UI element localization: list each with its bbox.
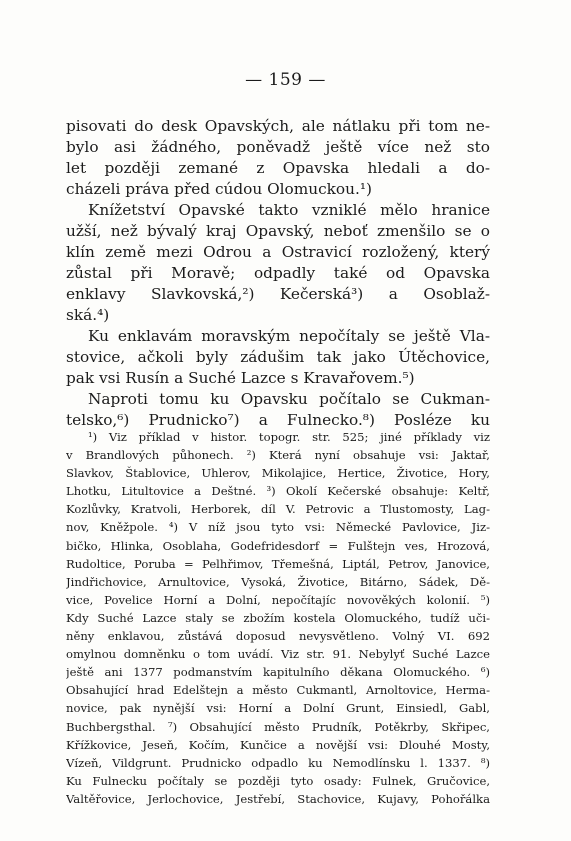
- page-number: — 159 —: [245, 70, 326, 90]
- footnote-line: Kozlůvky, Kratvoli, Herborek, díl V. Petrovic a Tlustomosty, Lag-: [66, 502, 490, 517]
- footnote-line: nov, Kněžpole. ⁴) V níž jsou tyto vsi: Německé Pavlovice, Jiz-: [66, 520, 490, 535]
- footnote-line: Slavkov, Štablovice, Uhlerov, Mikolajice, Hertice, Životice, Hory,: [66, 466, 490, 481]
- text-line: enklavy Slavkovská,²) Kečerská³) a Osoblaž-: [66, 285, 490, 303]
- text-line: Knížetství Opavské takto vzniklé mělo hranice: [88, 201, 490, 219]
- footnote-line: novice, pak nynější vsi: Horní a Dolní Grunt, Einsiedl, Gabl,: [66, 701, 490, 716]
- text-line: užší, než bývalý kraj Opavský, neboť zmenšilo se o: [66, 222, 490, 240]
- text-line: ská.⁴): [66, 306, 110, 324]
- text-line: pisovati do desk Opavských, ale nátlaku při tom ne-: [66, 117, 490, 135]
- footnote-line: ještě ani 1377 podmanstvím kapitulního děkana Olomuckého. ⁶): [66, 665, 490, 680]
- text-line: cházeli práva před cúdou Olomuckou.¹): [66, 180, 372, 198]
- text-line: stovice, ačkoli byly zádušim tak jako Útěchovice,: [66, 348, 490, 366]
- text-line: telsko,⁶) Prudnicko⁷) a Fulnecko.⁸) Posléze ku: [66, 411, 490, 429]
- footnote-line: bičko, Hlinka, Osoblaha, Godefridesdorf = Fulštejn ves, Hrozová,: [66, 538, 490, 553]
- footnote-line: Jindřichovice, Arnultovice, Vysoká, Životice, Bitárno, Sádek, Dě-: [66, 574, 490, 589]
- text-line: bylo asi žádného, poněvadž ještě více než sto: [66, 138, 490, 156]
- footnote-line: Ku Fulnecku počítaly se později tyto osady: Fulnek, Gručovice,: [66, 773, 490, 788]
- footnote-line: ¹) Viz příklad v histor. topogr. str. 525; jiné příklady viz: [88, 430, 490, 444]
- footnote-line: omylnou domněnku o tom uvádí. Viz str. 91. Nebylyť Suché Lazce: [66, 647, 490, 662]
- footnote-line: Lhotku, Litultovice a Deštné. ³) Okolí Kečerské obsahuje: Keltř,: [66, 484, 490, 499]
- footnote-line: Rudoltice, Poruba = Pelhřimov, Třemešná, Liptál, Petrov, Janovice,: [66, 556, 490, 571]
- text-line: let později zemané z Opavska hledali a do-: [66, 159, 490, 177]
- text-line: pak vsi Rusín a Suché Lazce s Kravařovem.⁵): [66, 369, 415, 387]
- footnote-line: Kdy Suché Lazce staly se zbožím kostela Olomuckého, tudíž uči-: [66, 610, 490, 625]
- footnote-line: Vízeň, Vildgrunt. Prudnicko odpadlo ku Nemodlínsku l. 1337. ⁸): [66, 755, 490, 770]
- text-line: Ku enklavám moravským nepočítaly se ještě Vla-: [88, 327, 490, 345]
- text-line: Naproti tomu ku Opavsku počítalo se Cukman-: [88, 390, 490, 408]
- text-line: zůstal při Moravě; odpadly také od Opavska: [66, 264, 490, 282]
- footnote-line: Křížkovice, Jeseň, Kočím, Kunčice a novější vsi: Dlouhé Mosty,: [66, 737, 490, 752]
- footnote-line: Obsahující hrad Edelštejn a město Cukmantl, Arnoltovice, Herma-: [66, 683, 490, 698]
- footnote-line: něny enklavou, zůstává doposud nevysvětleno. Volný VI. 692: [66, 629, 490, 644]
- main-text: [66, 116, 490, 431]
- footnote-line: Buchbergsthal. ⁷) Obsahující město Prudník, Potěkrby, Skřipec,: [66, 719, 490, 734]
- footnote-line: Valtěřovice, Jerlochovice, Jestřebí, Stachovice, Kujavy, Pohořálka: [66, 791, 490, 806]
- footnote-line: v Brandlových půhonech. ²) Která nyní obsahuje vsi: Jaktař,: [66, 448, 490, 463]
- footnotes: [66, 428, 490, 808]
- footnote-line: vice, Povelice Horní a Dolní, nepočítajíc novověkých kolonií. ⁵): [66, 592, 490, 607]
- text-line: klín země mezi Odrou a Ostravicí rozložený, který: [66, 243, 490, 261]
